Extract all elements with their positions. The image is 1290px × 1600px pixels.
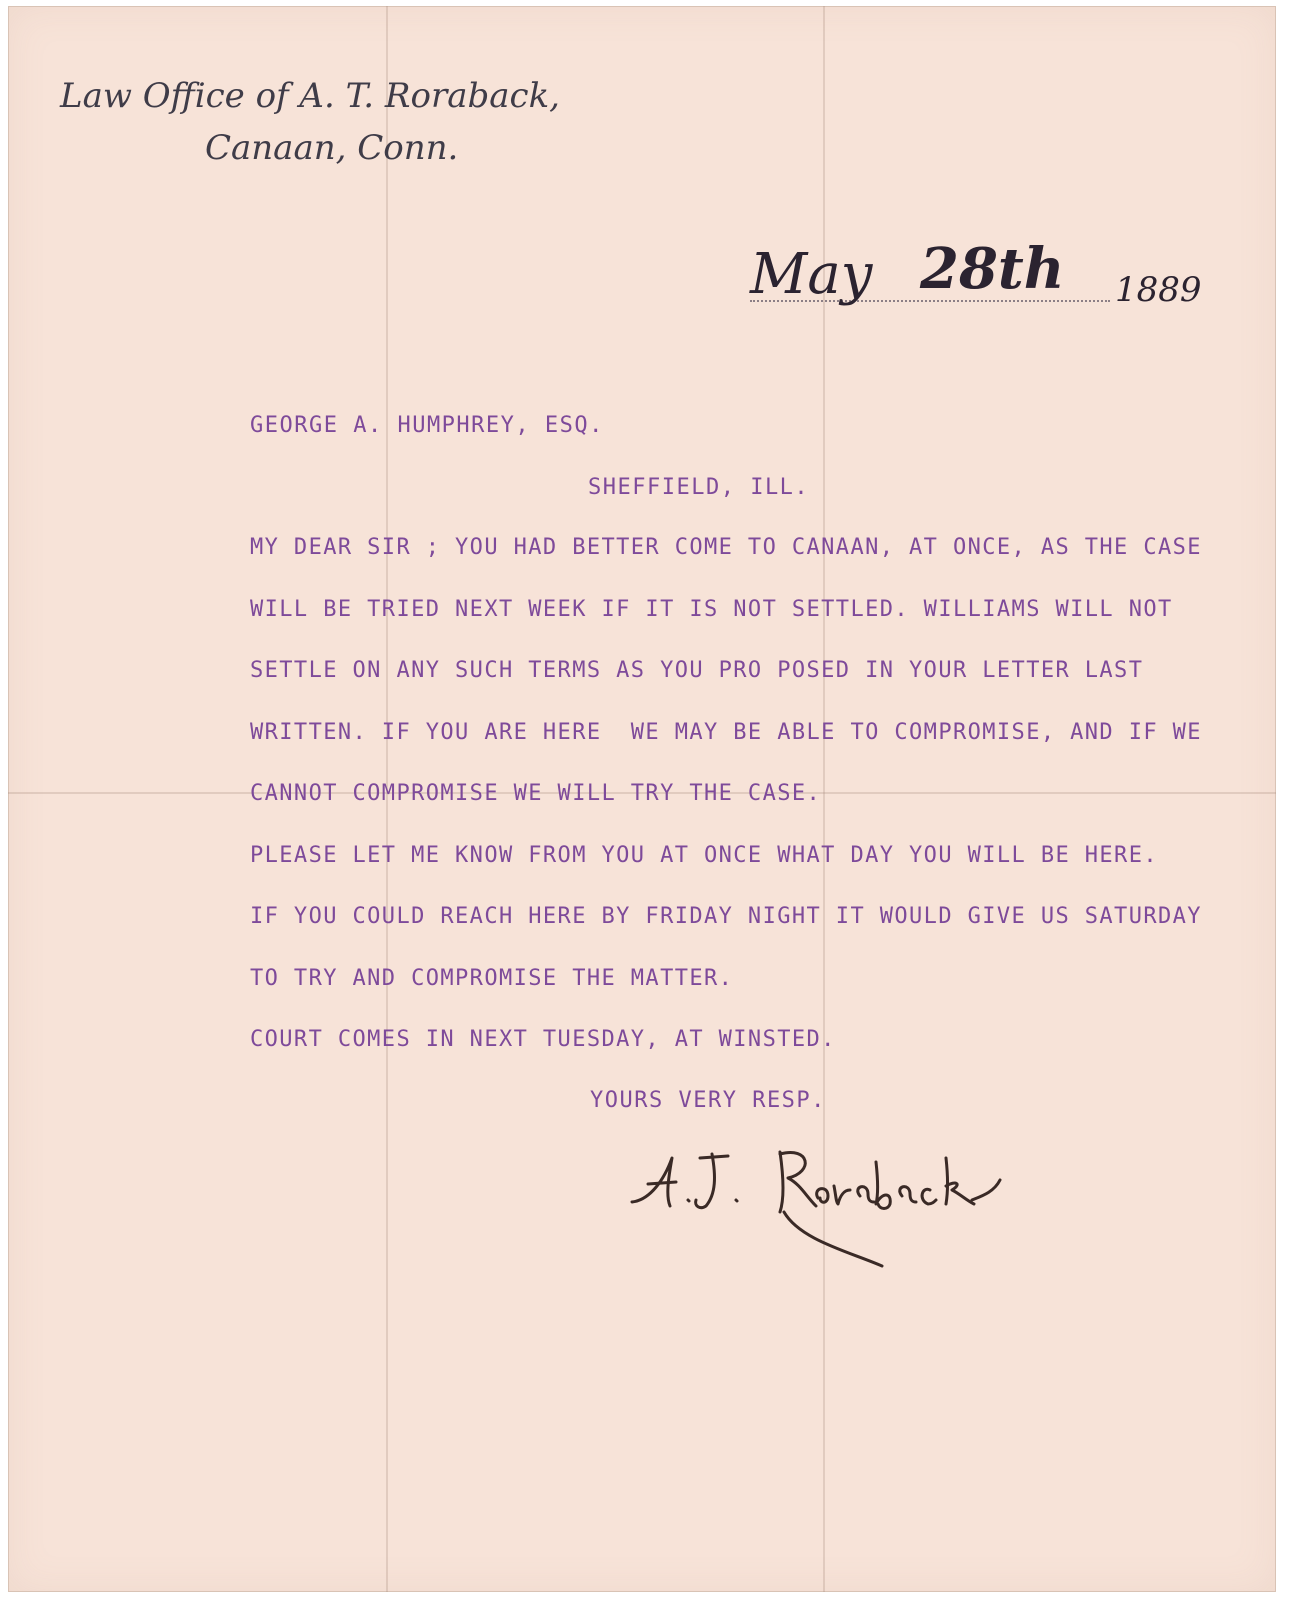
letterhead-office: Law Office of A. T. Roraback, — [60, 76, 560, 116]
letterhead-location: Canaan, Conn. — [205, 128, 459, 168]
addressee: GEORGE A. HUMPHREY, ESQ. — [250, 413, 604, 438]
body-line: COURT COMES IN NEXT TUESDAY, AT WINSTED. — [250, 1027, 836, 1052]
body-line: MY DEAR SIR ; YOU HAD BETTER COME TO CANAAN, AT ONCE, AS THE CASE — [250, 535, 1202, 560]
addressee-city: SHEFFIELD, ILL. — [588, 475, 810, 500]
body-line: WRITTEN. IF YOU ARE HERE WE MAY BE ABLE TO COMPROMISE, AND IF WE — [250, 719, 1202, 745]
body-line: CANNOT COMPROMISE WE WILL TRY THE CASE. — [250, 781, 822, 806]
body-line: IF YOU COULD REACH HERE BY FRIDAY NIGHT IT WOULD GIVE US SATURDAY — [250, 904, 1202, 929]
handwritten-signature — [620, 1140, 1020, 1280]
handwritten-date — [750, 230, 1200, 340]
date-day: 28th — [920, 236, 1065, 302]
signature-icon — [620, 1140, 1020, 1280]
letterhead — [60, 70, 560, 174]
body-line: TO TRY AND COMPROMISE THE MATTER. — [250, 965, 734, 991]
date-month: May — [750, 242, 873, 307]
body-line: PLEASE LET ME KNOW FROM YOU AT ONCE WHAT DAY YOU WILL BE HERE. — [250, 842, 1158, 868]
date-year: 1889 — [1115, 270, 1202, 310]
body-line: WILL BE TRIED NEXT WEEK IF IT IS NOT SETTLED. WILLIAMS WILL NOT — [250, 596, 1173, 622]
body-line: SETTLE ON ANY SUCH TERMS AS YOU PRO POSED IN YOUR LETTER LAST — [250, 658, 1144, 683]
letter-body — [250, 535, 1202, 1089]
closing: YOURS VERY RESP. — [590, 1088, 826, 1113]
